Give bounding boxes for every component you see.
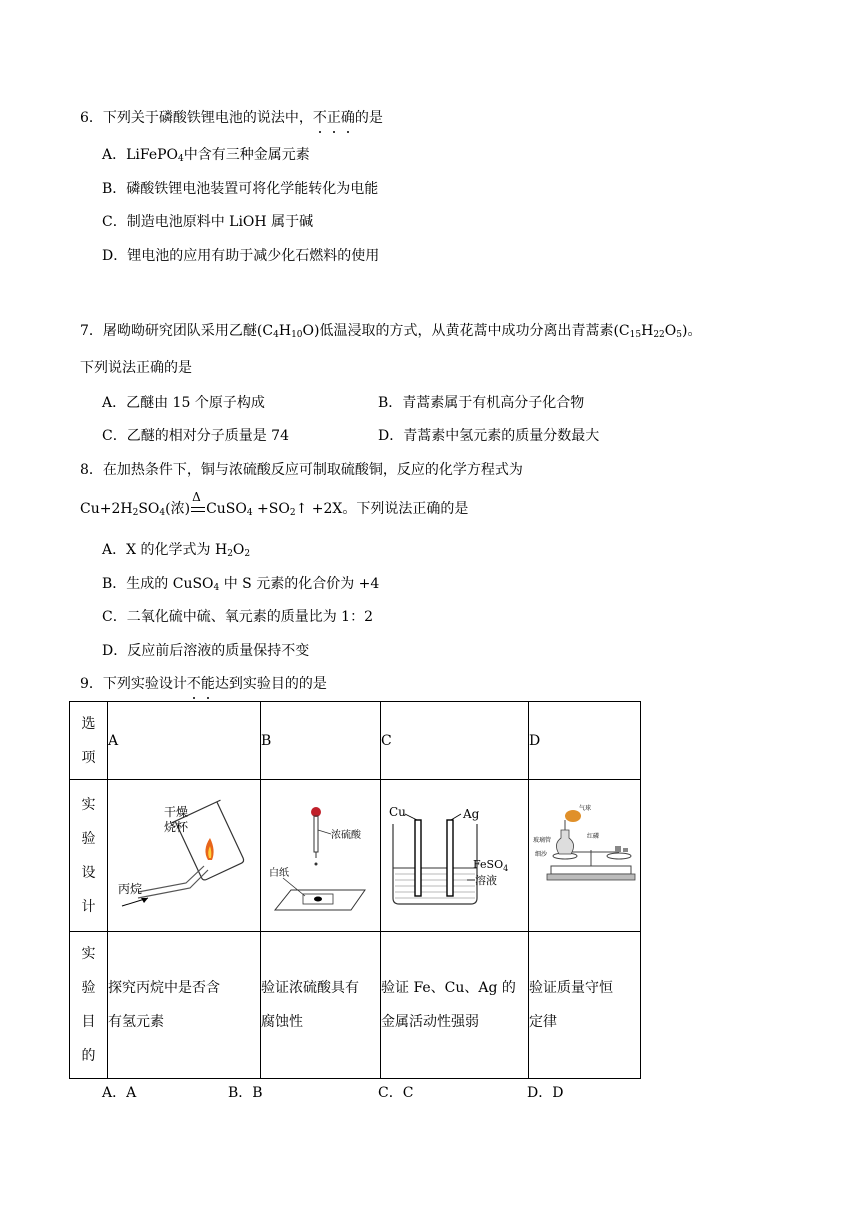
purpose-a: 探究丙烷中是否含 有氢元素 (108, 932, 261, 1079)
heating-equals-sign: Δ (190, 499, 206, 519)
q7-option-d: D．青蒿素中氢元素的质量分数最大 (378, 428, 600, 444)
row-header-purpose: 实 验 目 的 (70, 932, 108, 1079)
q6-option-a: A．LiFePO$_4$中含有三种金属元素 (102, 147, 310, 164)
balance-figure (529, 780, 640, 927)
option-a-header: A (108, 702, 261, 780)
option-c-header: C (381, 702, 529, 780)
purpose-c: 验证 Fe、Cu、Ag 的 金属活动性强弱 (381, 932, 529, 1079)
emphasis-dot-char: 正 (326, 110, 341, 126)
q8-equation: $Cu+2H_2SO_4$(浓) Δ CuSO$_4$ $+SO_2↑ +2X$。下列说法正确的是 (80, 490, 469, 518)
q9-answer-b: B．B (228, 1085, 263, 1101)
q7-option-c: C．乙醚的相对分子质量是 74 (102, 428, 289, 444)
svg-text:干燥: 干燥 (164, 805, 189, 819)
emphasis-dot-char: 不 (312, 110, 327, 126)
q9-answer-d: D．D (527, 1085, 564, 1101)
beaker-flame-figure (108, 780, 260, 927)
fig-c-solution-formula: FeSO$_4$ (473, 858, 509, 873)
svg-text:丙烷: 丙烷 (118, 882, 143, 896)
svg-text:气球: 气球 (579, 805, 592, 812)
emphasis-dot-char: 能 (200, 676, 215, 692)
q8-option-b: B．生成的 CuSO$_4$ 中 S 元素的化合价为 +4 (102, 576, 380, 593)
dropper-paper-figure (261, 780, 380, 927)
svg-text:红磷: 红磷 (587, 833, 600, 840)
svg-text:Ag: Ag (463, 807, 480, 821)
svg-text:细沙: 细沙 (535, 851, 548, 858)
q7-option-b: B．青蒿素属于有机高分子化合物 (378, 395, 585, 411)
row-header-design: 实 验 设 计 (70, 780, 108, 932)
purpose-d: 验证质量守恒 定律 (529, 932, 641, 1079)
q8-stem-line1: 8．在加热条件下，铜与浓硫酸反应可制取硫酸铜，反应的化学方程式为 (80, 462, 523, 478)
figure-a-cell (108, 780, 261, 932)
q8-option-a: A．X 的化学式为 $H_2O_2$ (102, 542, 251, 559)
svg-text:白纸: 白纸 (269, 868, 289, 879)
q6-option-c: C．制造电池原料中 LiOH 属于碱 (102, 214, 314, 230)
svg-text:溶液: 溶液 (475, 874, 497, 887)
figure-c-cell (381, 780, 529, 932)
table-row-options (70, 702, 641, 780)
emphasis-dot-char: 确 (340, 110, 355, 126)
table-row-purpose (70, 932, 641, 1079)
figure-d-cell (529, 780, 641, 932)
svg-text:玻璃管: 玻璃管 (533, 837, 552, 844)
q9-answer-c: C．C (378, 1085, 414, 1101)
q8-option-d: D．反应前后溶液的质量保持不变 (102, 643, 310, 659)
option-b-header: B (261, 702, 381, 780)
option-d-header: D (529, 702, 641, 780)
q9-options-table (69, 701, 641, 1079)
q7-stem-line2: 下列说法正确的是 (80, 360, 192, 376)
q6-option-b: B．磷酸铁锂电池装置可将化学能转化为电能 (102, 181, 379, 197)
q6-option-d: D．锂电池的应用有助于减少化石燃料的使用 (102, 248, 380, 264)
svg-text:烧杯: 烧杯 (164, 820, 189, 834)
q7-stem-line1: 7．屠呦呦研究团队采用乙醚$(C_4H_{10}O)$低温浸取的方式，从黄花蒿中成功分离出青蒿素$(C_{15}H_{22}O_5)$。 (80, 323, 702, 340)
purpose-b: 验证浓硫酸具有 腐蚀性 (261, 932, 381, 1079)
figure-b-cell (261, 780, 381, 932)
formula-artemisinin: $(C_{15}H_{22}O_5)$ (613, 323, 688, 340)
row-header-options: 选 项 (70, 702, 108, 780)
svg-text:Cu: Cu (389, 805, 406, 819)
formula-ether: $(C_4H_{10}O)$ (256, 323, 320, 340)
emphasis-dot-char: 不 (186, 676, 201, 692)
table-row-design (70, 780, 641, 932)
metal-beaker-figure (381, 780, 528, 927)
q9-stem: 9．下列实验设计不能达到实验目的的是 (80, 676, 327, 692)
q9-answer-a: A．A (102, 1085, 137, 1101)
q7-option-a: A．乙醚由 15 个原子构成 (102, 395, 265, 411)
svg-text:浓硫酸: 浓硫酸 (331, 830, 361, 841)
q8-option-c: C．二氧化硫中硫、氧元素的质量比为 1：2 (102, 609, 373, 625)
q6-stem: 6．下列关于磷酸铁锂电池的说法中，不正确的是 (80, 110, 383, 126)
